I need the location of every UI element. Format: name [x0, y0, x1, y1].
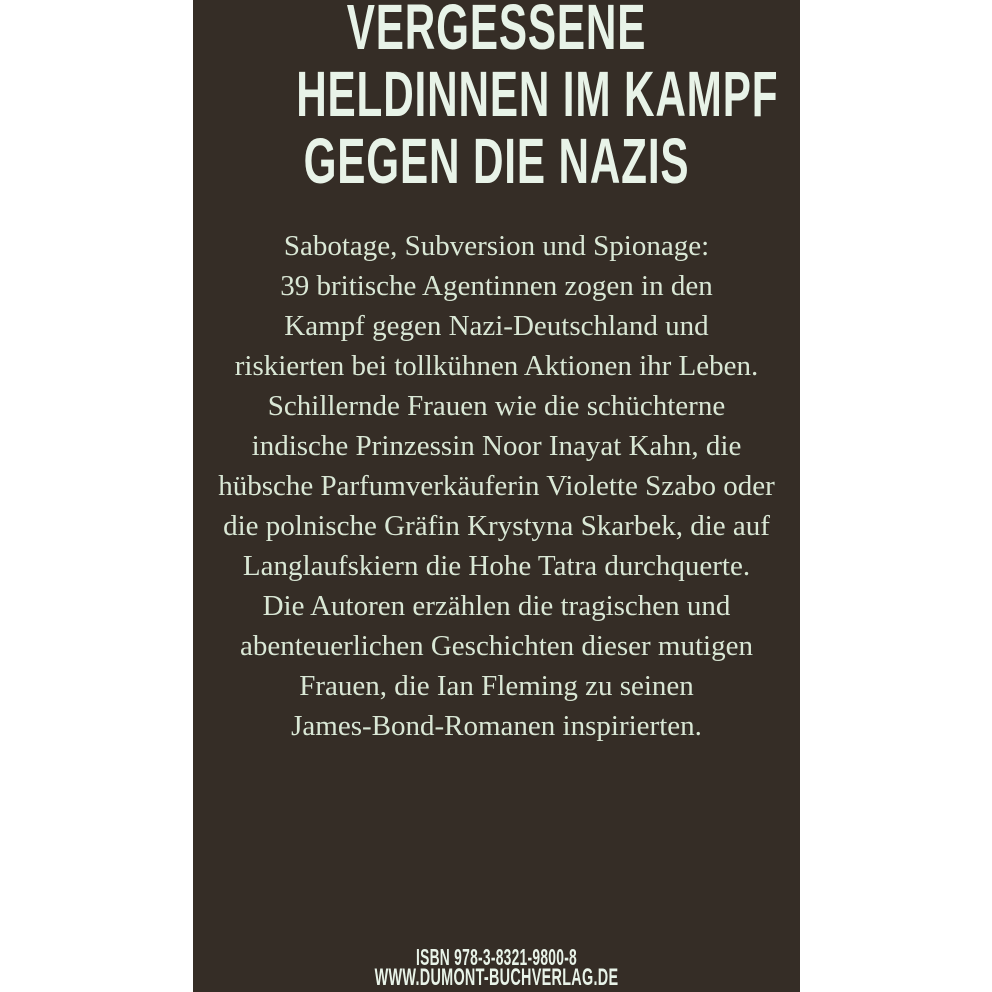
blurb-line: Schillernde Frauen wie die schüchterne — [267, 390, 726, 422]
cover-title-line: VERGESSENE — [346, 0, 647, 63]
blurb-line: James-Bond-Romanen inspirierten. — [291, 710, 702, 742]
blurb-line: Langlaufskiern die Hohe Tatra durchquerte. — [242, 550, 751, 582]
blurb-line: Kampf gegen Nazi-Deutschland und — [284, 310, 709, 342]
blurb-line: 39 britische Agentinnen zogen in den — [280, 270, 713, 302]
cover-blurb — [193, 226, 800, 746]
blurb-line: riskierten bei tollkühnen Aktionen ihr Leben. — [234, 350, 759, 382]
book-back-cover — [193, 0, 800, 992]
cover-title-line: GEGEN DIE NAZIS — [303, 125, 690, 197]
publisher-website: WWW.DUMONT-BUCHVERLAG.DE — [374, 964, 619, 991]
blurb-line: indische Prinzessin Noor Inayat Kahn, die — [251, 430, 742, 462]
cover-title-line: HELDINNEN IM KAMPF — [296, 58, 779, 130]
blurb-line: Frauen, die Ian Fleming zu seinen — [299, 670, 694, 702]
blurb-line: Die Autoren erzählen die tragischen und — [262, 590, 731, 622]
cover-footer — [314, 944, 678, 991]
blurb-line: die polnische Gräfin Krystyna Skarbek, die auf — [223, 510, 770, 542]
cover-title — [296, 0, 779, 197]
blurb-line: Sabotage, Subversion und Spionage: — [283, 230, 710, 262]
isbn-text: ISBN 978-3-8321-9800-8 — [415, 944, 578, 970]
blurb-line: abenteuerlichen Geschichten dieser mutigen — [240, 630, 753, 662]
blurb-line: hübsche Parfumverkäuferin Violette Szabo oder — [218, 470, 775, 502]
